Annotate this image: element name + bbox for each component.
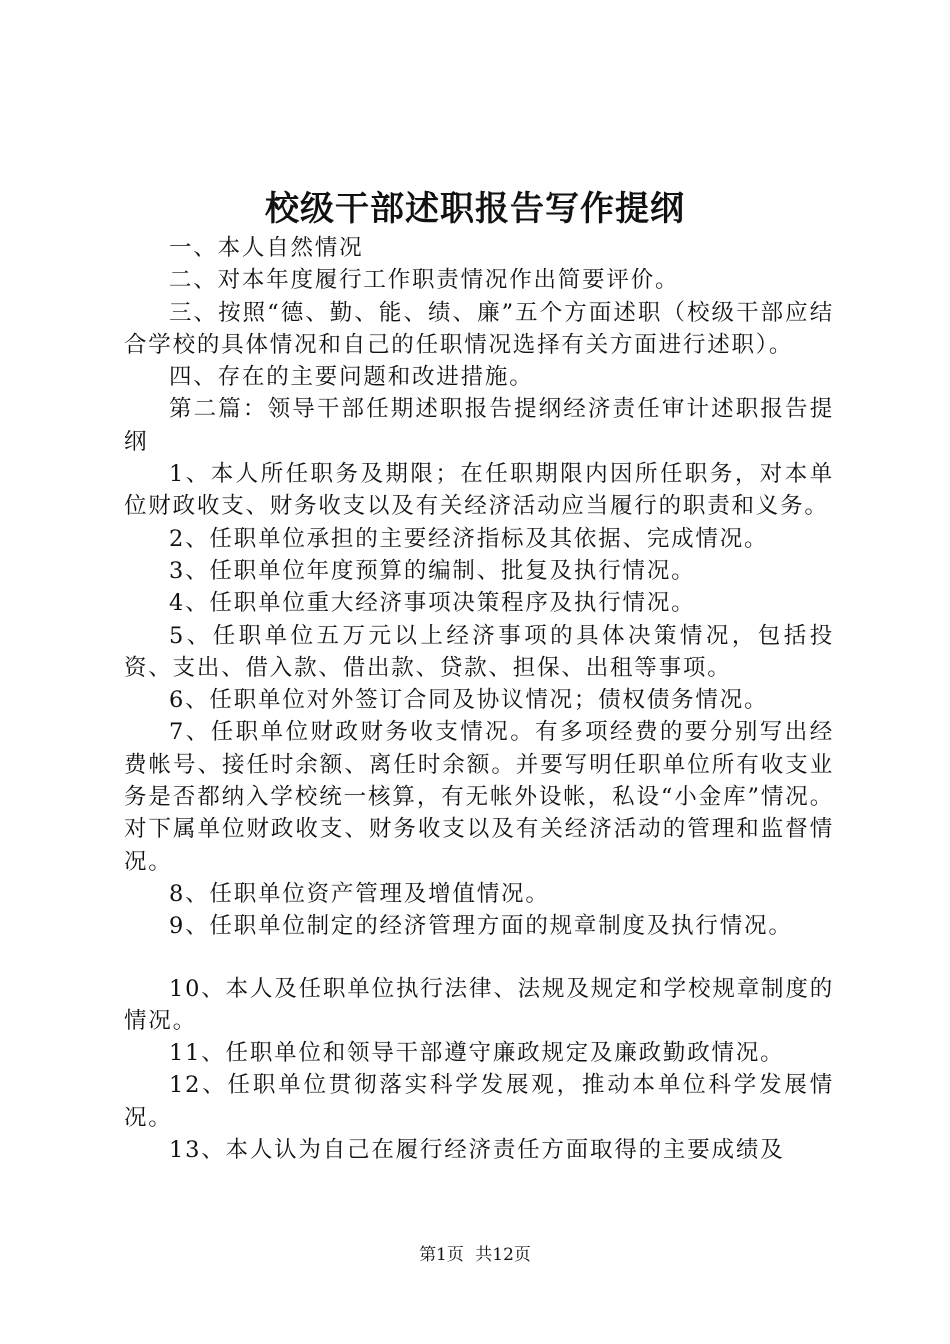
paragraph-14: 9、任职单位制定的经济管理方面的规章制度及执行情况。: [169, 913, 793, 940]
paragraph-8: 3、任职单位年度预算的编制、批复及执行情况。: [169, 557, 696, 584]
page-number: 第1页: [419, 1245, 464, 1265]
page-footer: [0, 1243, 950, 1267]
document-body: [124, 232, 834, 1166]
paragraph-1: 一、本人自然情况: [169, 235, 364, 261]
paragraph-2: 二、对本年度履行工作职责情况作出简要评价。: [169, 267, 680, 294]
paragraph-10: 5、任职单位五万元以上经济事项的具体决策情况，包括投资、支出、借入款、借出款、贷款、担保、出租等事项。: [124, 622, 834, 681]
paragraph-4: 四、存在的主要问题和改进措施。: [169, 364, 534, 391]
paragraph-7: 2、任职单位承担的主要经济指标及其依据、完成情况。: [169, 525, 769, 552]
paragraph-15: 10、本人及任职单位执行法律、法规及规定和学校规章制度的情况。: [124, 975, 834, 1034]
paragraph-11: 6、任职单位对外签订合同及协议情况；债权债务情况。: [169, 687, 769, 714]
paragraph-6: 1、本人所任职务及期限；在任职期限内因所任职务，对本单位财政收支、财务收支以及有关经济活动应当履行的职责和义务。: [124, 461, 834, 520]
page-total: 共12页: [475, 1245, 531, 1265]
document-title: 校级干部述职报告写作提纲: [265, 189, 685, 229]
paragraph-12: 7、任职单位财政财务收支情况。有多项经费的要分别写出经费帐号、接任时余额、离任时余额。并要写明任职单位所有收支业务是否都纳入学校统一核算，有无帐外设帐，私设“小金库”情况。对下属单位财政收支、财务收支以及有关经济活动的管理和监督情况。: [124, 719, 834, 875]
paragraph-13: 8、任职单位资产管理及增值情况。: [169, 880, 550, 907]
paragraph-17: 12、任职单位贯彻落实科学发展观，推动本单位科学发展情况。: [124, 1072, 834, 1131]
paragraph-5: 第二篇：领导干部任期述职报告提纲经济责任审计述职报告提纲: [124, 396, 834, 455]
paragraph-16: 11、任职单位和领导干部遵守廉政规定及廉政勤政情况。: [169, 1040, 785, 1067]
paragraph-18: 13、本人认为自己在履行经济责任方面取得的主要成绩及: [169, 1137, 785, 1164]
paragraph-9: 4、任职单位重大经济事项决策程序及执行情况。: [169, 590, 696, 617]
paragraph-3: 三、按照“德、勤、能、绩、廉”五个方面述职（校级干部应结合学校的具体情况和自己的任职情况选择有关方面进行述职）。: [124, 299, 834, 358]
